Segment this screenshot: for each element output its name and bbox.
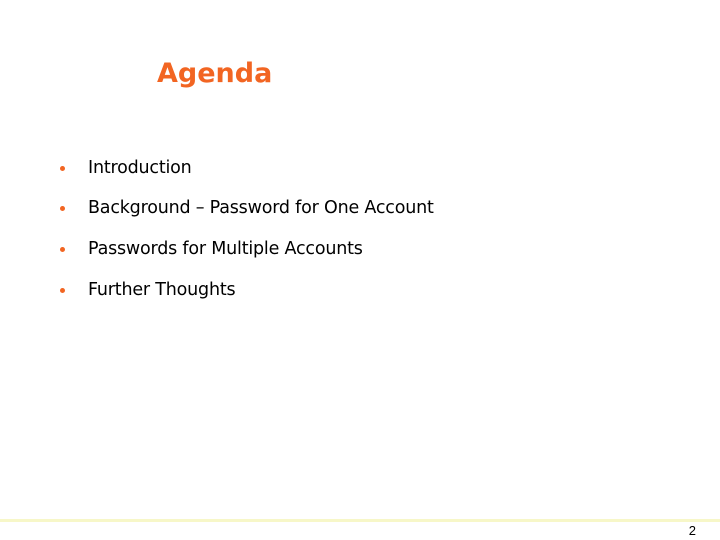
agenda-item	[60, 154, 192, 182]
agenda-item-label: Background – Password for One Account	[88, 198, 434, 218]
bullet-icon	[60, 247, 65, 252]
bullet-icon	[60, 166, 65, 171]
agenda-item	[60, 194, 434, 222]
page-number: 2	[688, 523, 696, 538]
agenda-item-label: Introduction	[88, 158, 192, 178]
agenda-item	[60, 276, 235, 304]
slide-title: Agenda	[157, 58, 273, 89]
bullet-icon	[60, 206, 65, 211]
bullet-icon	[60, 288, 65, 293]
agenda-item-label: Passwords for Multiple Accounts	[88, 239, 363, 259]
agenda-item-label: Further Thoughts	[88, 280, 236, 300]
footer-divider	[0, 519, 720, 522]
agenda-item	[60, 235, 363, 263]
